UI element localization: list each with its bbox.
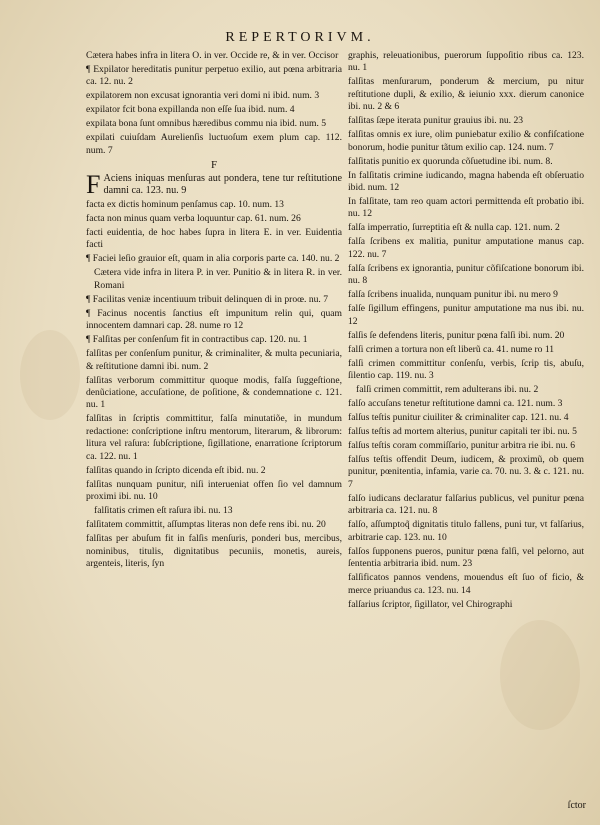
index-entry: falſificatos pannos vendens, mouendus eſt ſuo of ficio, & merce priuandus ca. 123. nu. 14 [348,572,584,596]
section-letter: F [210,159,218,172]
index-entry: falſitas in ſcriptis committitur, falſa minutatiõe, in mundum redactione: conſcriptione inſtru mentorum, literarum, & librorum: litura vel raſura: ſubſcriptione, ſigillatione, enarratione ſcriptorum ca. 122. nu. 1 [86,413,342,462]
index-entry: falſa ſcribens ex malitia, punitur amputatione manus cap. 122. nu. 7 [348,236,584,260]
index-entry: ¶ Facinus nocentis ſanctius eſt impunitum relin qui, quam innocentem damnari cap. 28. nume ro 12 [86,307,342,332]
index-entry: Cætera habes infra in litera O. in ver. Occide re, & in ver. Occisor [86,50,339,61]
index-entry: falſus teſtis coram commiſſario, punitur arbitra rie ibi. nu. 6 [348,440,575,452]
index-entry: falſus teſtis offendit Deum, iudicem, & proximũ, ob quem punitur, pœnitentia, infamia, varie ca. 70. nu. 3. & c. 121. nu. 7 [348,454,584,490]
running-head: REPERTORIVM. [225,30,375,45]
foxing-stain [20,330,80,420]
index-entry: facti euidentia, de hoc habes ſupra in litera E. in ver. Euidentia facti [86,227,342,251]
index-entry: falſe ſigillum effingens, punitur amputatione ma nus ibi. nu. 12 [348,303,584,327]
index-entry: ¶ Falſitas per conſenſum fit in contractibus cap. 120. nu. 1 [86,334,308,346]
index-entry: Cætera vide infra in litera P. in ver. Punitio & in litera R. in ver. Romani [94,267,342,291]
index-entry: falſitas quando in ſcripto dicenda eſt ibid. nu. 2 [86,464,266,476]
index-entry: falſitas menſurarum, ponderum & mercium, pu nitur reſtitutione dupli, & exilio, & ieiunio xxx. dierum canonice ibi. nu. 2 & 6 [348,76,584,113]
foxing-stain [500,620,580,730]
index-entry: falſo, aſſumptoq̃ dignitatis titulo fallens, puni tur, vt falſarius, arbitrarie cap. 123. nu. 10 [348,519,584,543]
right-column [348,50,584,613]
index-entry: falſa ſcribens ex ignorantia, punitur cõfiſcatione bonorum ibi. nu. 8 [348,262,584,287]
index-entry: falſarius ſcriptor, ſigillator, vel Chirographi [348,598,513,610]
index-entry: falſos ſupponens pueros, punitur pœna falſi, vel pelorno, aut ſententia arbitraria ibid. num. 23 [348,545,584,570]
index-entry [86,169,342,199]
index-entry: graphis, releuationibus, puerorum ſuppoſitio ribus ca. 123. nu. 1 [348,50,584,74]
index-entry: falſa imperratio, ſurreptitia eſt & nulla cap. 121. num. 2 [348,222,560,234]
index-entry: falſa ſcribens inualida, nunquam punitur ibi. nu mero 9 [348,289,558,301]
index-entry: expilatorem non excusat ignorantia veri domi ni ibid. num. 3 [86,90,320,102]
index-entry: falſi crimen committitur conſenſu, verbis, ſcrip tis, abuſu, ſilentio cap. 119. nu. 3 [348,357,584,382]
index-entry: expilator fcit bona expillanda non eſſe ſua ibid. num. 4 [86,104,295,116]
index-entry: ¶ Expilator hereditatis punitur perpetuo exilio, aut pœna arbitraria ca. 12. nu. 2 [86,64,342,88]
index-entry: falſi crimen a tortura non eſt liberũ ca. 41. nume ro 11 [348,343,555,355]
left-column [86,50,342,572]
index-entry: falſitatis punitio ex quorunda cõſuetudine ibi. num. 8. [348,155,553,167]
index-entry: falſitas nunquam punitur, niſi interueniat offen ſio vel damnum proximi ibi. nu. 10 [86,478,342,503]
index-entry: expilata bona ſunt omnibus hæredibus commu nia ibid. num. 5 [86,118,327,130]
index-entry: ¶ Facilitas veniæ incentiuum tribuit delinquen di in proœ. nu. 7 [86,293,329,305]
index-entry: falſitas per abuſum fit in falſis menſuris, ponderi bus, mercibus, nominibus, titulis, dignitatibus pecuniis, monetis, aureis, argenteis, literis, ſyn [86,533,342,569]
index-entry: facta ex dictis hominum penſamus cap. 10. num. 13 [86,199,284,211]
index-entry: In falſitatis crimine iudicando, magna habenda eſt obſeruatio ibid. num. 12 [348,169,584,194]
index-entry: falſitatis crimen eſt raſura ibi. nu. 13 [94,505,233,517]
entry-text: Aciens iniquas menſuras aut pondera, tene tur reſtitutione damni ca. 123. nu. 9 [103,172,342,197]
index-entry: falſi crimen committit, rem adulterans ibi. nu. 2 [356,384,539,396]
index-entry: expilati cuiuſdam Aurelienſis luctuoſum exem plum cap. 112. num. 7 [86,132,342,156]
catchword: ſctor [567,800,586,811]
index-entry: falſitas per conſenſum punitur, & criminaliter, & multa pecuniaria, & reſtitutione damni ibi. num. 2 [86,348,342,372]
index-entry: ¶ Faciei leſio grauior eſt, quam in alia corporis parte ca. 140. nu. 2 [86,253,340,265]
index-entry: falſitatem committit, aſſumptas literas non defe rens ibi. nu. 20 [86,519,326,531]
index-entry: falſitas verborum committitur quoque modis, falſa ſuggeſtione, denũciatione, accuſatione, de poſitione, & condemnatione c. 121. nu. 1 [86,374,342,411]
index-entry: facta non minus quam verba loquuntur cap. 61. num. 26 [86,213,301,225]
index-entry: falſitas ſæpe iterata punitur grauius ibi. nu. 23 [348,115,524,127]
index-entry: falſis ſe defendens literis, punitur pœna falſi ibi. num. 20 [348,329,565,341]
drop-cap-letter: F [86,169,101,199]
index-entry: In falſitate, tam reo quam actori permittenda eſt probatio ibi. nu. 12 [348,196,584,220]
index-entry: falſitas omnis ex iure, olim puniebatur exilio & confiſcatione bonorum, hodie punitur tãtum exilio cap. 124. num. 7 [348,129,584,153]
index-entry: falſus teſtis ad mortem alterius, punitur capitali ter ibi. nu. 5 [348,426,577,438]
index-entry: falſus teſtis punitur ciuiliter & criminaliter cap. 121. nu. 4 [348,412,569,424]
index-entry: falſo iudicans declaratur falſarius publicus, vel punitur pœna arbitraria ca. 121. nu. 8 [348,492,584,517]
index-entry: falſo accuſans tenetur reſtitutione damni ca. 121. num. 3 [348,398,563,410]
